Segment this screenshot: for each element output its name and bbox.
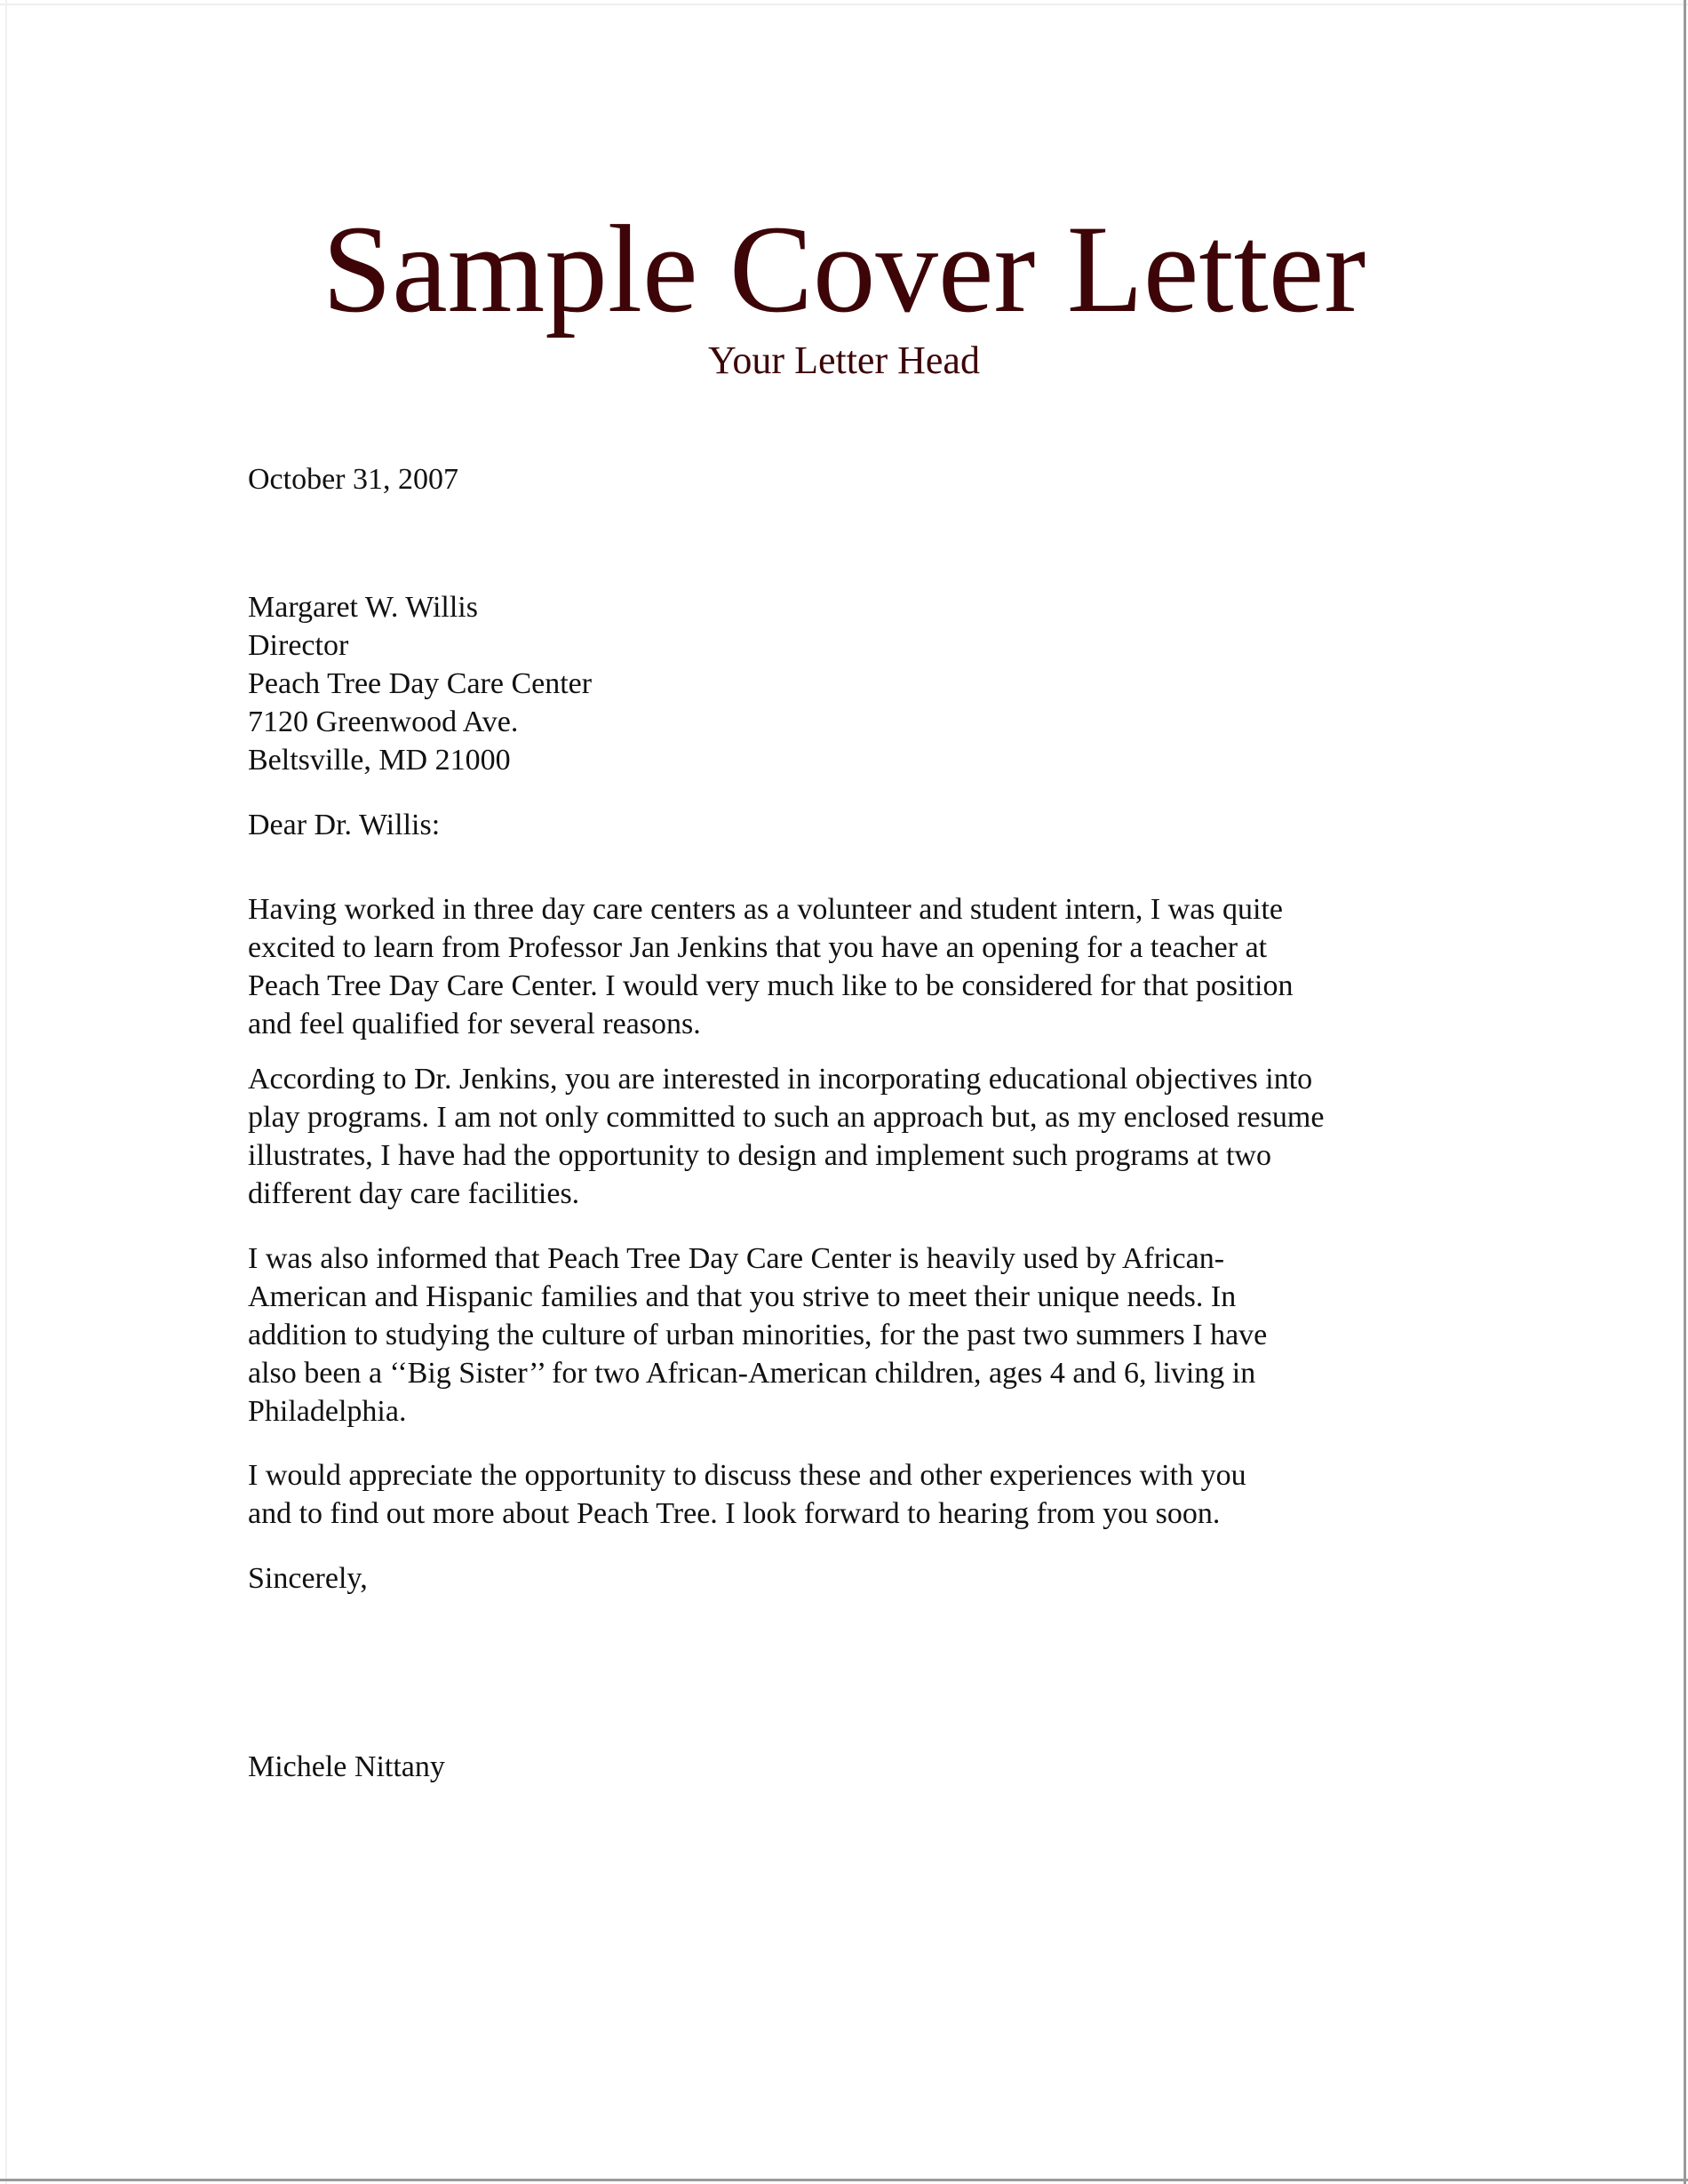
recipient-organization: Peach Tree Day Care Center: [248, 667, 593, 700]
letter-date: [248, 460, 458, 498]
paragraph-line: different day care facilities.: [248, 1177, 580, 1210]
paragraph-line: excited to learn from Professor Jan Jenkins that you have an opening for a teacher at: [248, 931, 1268, 964]
letter-head: Your Letter Head: [708, 339, 980, 382]
paragraph-line: addition to studying the culture of urban minorities, for the past two summers I have: [248, 1319, 1268, 1351]
paragraph-2: [248, 1060, 1324, 1213]
paragraph-3: [248, 1239, 1267, 1431]
paragraph-line: Having worked in three day care centers as a volunteer and student intern, I was quite: [248, 893, 1284, 926]
paragraph-line: play programs. I am not only committed to such an approach but, as my enclosed resume: [248, 1101, 1325, 1134]
closing: [248, 1559, 368, 1598]
recipient-city: Beltsville, MD 21000: [248, 744, 511, 777]
signature: [248, 1748, 445, 1786]
paragraph-line: I was also informed that Peach Tree Day Care Center is heavily used by African-: [248, 1242, 1225, 1275]
paragraph-line: American and Hispanic families and that you strive to meet their unique needs. In: [248, 1280, 1237, 1313]
salutation: [248, 806, 440, 844]
paragraph-line: Peach Tree Day Care Center. I would very much like to be considered for that position: [248, 969, 1294, 1002]
paragraph-line: According to Dr. Jenkins, you are interested in incorporating educational objectives into: [248, 1063, 1313, 1096]
page-edge-top: [0, 4, 1688, 5]
paragraph-line: illustrates, I have had the opportunity to design and implement such programs at two: [248, 1139, 1271, 1172]
recipient-name: Margaret W. Willis: [248, 591, 478, 624]
letter-title: Sample Cover Letter: [322, 200, 1366, 339]
date-text: October 31, 2007: [248, 463, 459, 496]
recipient-address: [248, 588, 592, 779]
salutation-text: Dear Dr. Willis:: [248, 809, 441, 841]
paragraph-line: also been a ‘‘Big Sister’’ for two African-American children, ages 4 and 6, living in: [248, 1357, 1256, 1390]
paragraph-4: [248, 1456, 1246, 1533]
recipient-street: 7120 Greenwood Ave.: [248, 705, 519, 738]
paragraph-line: Philadelphia.: [248, 1395, 407, 1428]
page-edge-bottom: [0, 2179, 1688, 2181]
paragraph-line: and feel qualified for several reasons.: [248, 1008, 701, 1040]
closing-text: Sincerely,: [248, 1562, 368, 1595]
paragraph-1: [248, 890, 1294, 1043]
signature-name: Michele Nittany: [248, 1750, 445, 1783]
paragraph-line: and to find out more about Peach Tree. I look forward to hearing from you soon.: [248, 1497, 1221, 1530]
recipient-title: Director: [248, 629, 349, 662]
paragraph-line: I would appreciate the opportunity to discuss these and other experiences with you: [248, 1459, 1246, 1492]
